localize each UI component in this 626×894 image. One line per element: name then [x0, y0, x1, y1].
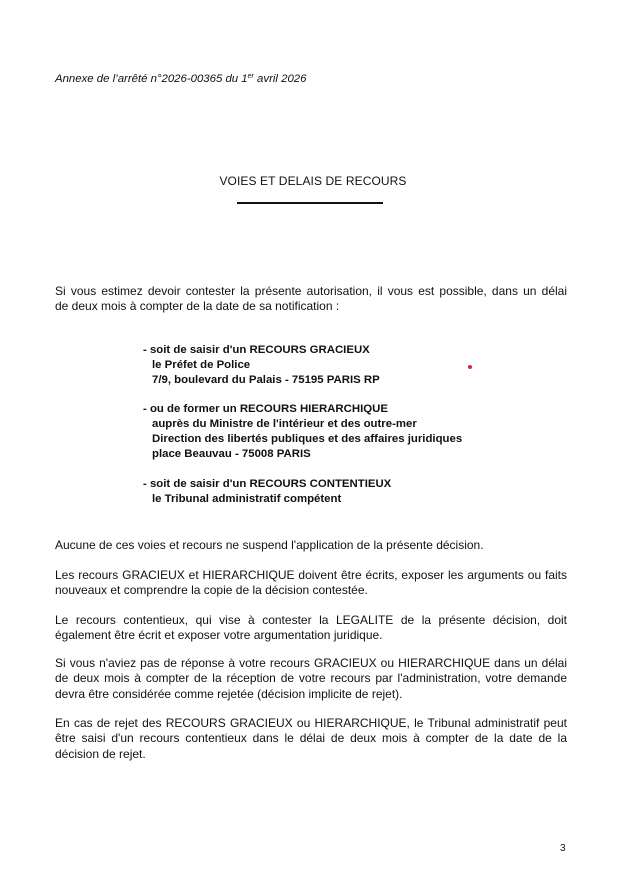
recours-hierarchique-block	[143, 402, 462, 462]
recours-hierarchique-authority: auprès du Ministre de l'intérieur et des outre-mer	[152, 418, 417, 431]
recours-hierarchique-lead: - ou de former un RECOURS HIERARCHIQUE	[143, 403, 388, 415]
red-dot-mark	[468, 365, 472, 369]
page-number: 3	[560, 843, 566, 854]
paragraph-written-recours: Les recours GRACIEUX et HIERARCHIQUE doivent être écrits, exposer les arguments ou faits nouveaux et comprendre la copie de la décision contestée.	[55, 568, 567, 598]
recours-hierarchique-address: place Beauvau - 75008 PARIS	[152, 448, 311, 461]
recours-gracieux-address: 7/9, boulevard du Palais - 75195 PARIS RP	[152, 374, 380, 387]
title-underline	[237, 202, 383, 204]
paragraph-implicit-rejection: Si vous n'aviez pas de réponse à votre recours GRACIEUX ou HIERARCHIQUE dans un délai de deux mois à compter de la réception de votre recours par l'administration, votre demande devra être considérée comme rejetée (décision implicite de rejet).	[55, 656, 567, 701]
recours-gracieux-block	[143, 343, 380, 388]
annex-superscript: er	[247, 73, 254, 80]
intro-paragraph	[55, 284, 567, 315]
intro-line-1: Si vous estimez devoir contester la présente autorisation, il vous est possible, dans un délai	[55, 284, 567, 298]
recours-gracieux-lead: - soit de saisir d'un RECOURS GRACIEUX	[143, 344, 370, 356]
recours-contentieux-lead: - soit de saisir d'un RECOURS CONTENTIEUX	[143, 478, 392, 490]
recours-hierarchique-type: RECOURS HIERARCHIQUE	[239, 403, 388, 415]
recours-gracieux-type: RECOURS GRACIEUX	[249, 344, 370, 356]
paragraph-no-suspension: Aucune de ces voies et recours ne suspend l'application de la présente décision.	[55, 538, 484, 552]
recours-gracieux-authority: le Préfet de Police	[152, 359, 251, 372]
paragraph-contentieux: Le recours contentieux, qui vise à contester la LEGALITE de la présente décision, doit également être écrit et exposer votre argumentation juridique.	[55, 613, 567, 643]
recours-hierarchique-direction: Direction des libertés publiques et des affaires juridiques	[152, 433, 463, 446]
annex-date: avril 2026	[253, 73, 307, 85]
recours-contentieux-authority: le Tribunal administratif compétent	[152, 493, 342, 506]
recours-contentieux-type: RECOURS CONTENTIEUX	[249, 478, 392, 490]
annex-text: Annexe de l’arrêté n°2026-00365 du 1	[55, 73, 248, 85]
paragraph-rejection-appeal: En cas de rejet des RECOURS GRACIEUX ou HIERARCHIQUE, le Tribunal administratif peut être saisi d'un recours contentieux dans le délai de deux mois à compter de la date de la décision de rejet.	[55, 716, 567, 761]
page-title: VOIES ET DELAIS DE RECOURS	[219, 174, 407, 188]
intro-line-2: de deux mois à compter de la date de sa notification :	[55, 299, 340, 314]
recours-contentieux-block	[143, 477, 391, 507]
annex-reference	[55, 73, 306, 85]
